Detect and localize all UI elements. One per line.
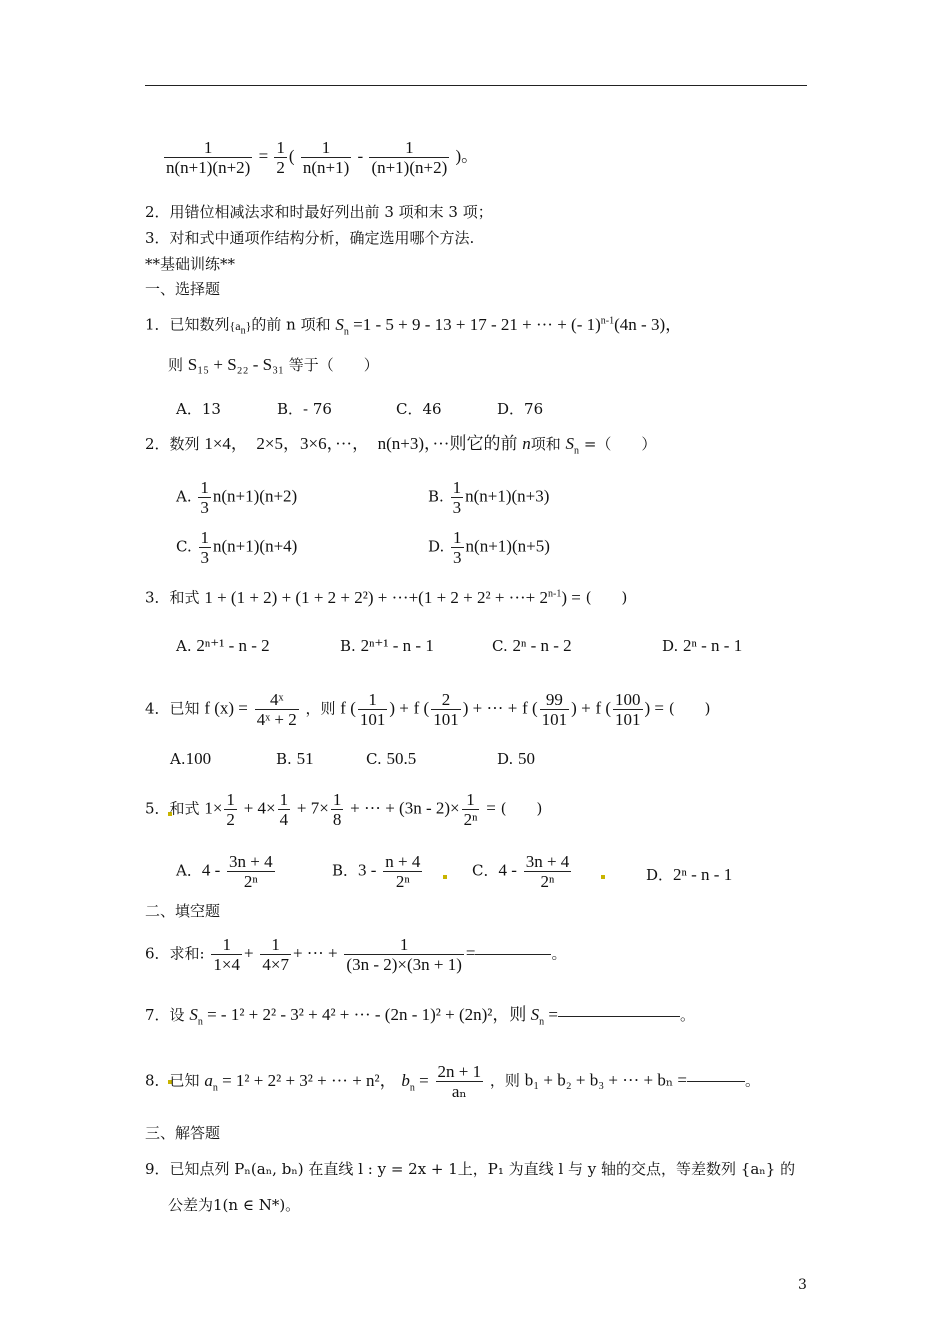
q2-option-d: D. $\frac{1}{3}$ n(n+1)(n+5) [428,528,550,567]
question-8: 8．已知 $a_n = 1^2 + 2^2 + 3^2$ + ··· + n²， $b_n$ = $\frac{2n + 1}{\text{aₙ}}$ ，则 b₁ + b₂ + b₃ + ··· + bₙ = 。 [145,1062,761,1101]
fraction: $\frac{1}{3}$ [453,528,462,567]
q3-option-d: D. 2ⁿ - n - 1 [662,636,743,655]
q1-option-a: A．13 [176,400,221,418]
q5-option-a: A．4 - $\frac{3n + 4}{\text{2ⁿ}}$ [176,852,273,891]
header-rule [145,85,807,86]
q4-option-d: D. 50 [497,749,536,768]
blank-line [475,954,551,955]
section-answer: 三、解答题 [145,1124,221,1142]
question-3: 3．和式 1 + (1 + 2) + (1 + 2 + 2²) + ···+(1 + 2 + 2² + ···+ $2^{n-1}$) = ( ) [145,587,628,607]
blank-line [687,1081,745,1082]
fraction: $\frac{1}{4}$ [279,790,289,829]
q5-option-c: C．4 - $\frac{3n + 4}{\text{2ⁿ}}$ [472,852,570,891]
q3-option-b: B. 2ⁿ⁺¹ - n - 1 [340,636,434,655]
q2-option-c: C. $\frac{1}{3}$ n(n+1)(n+4) [176,528,298,567]
fraction: $\frac{99}{101}$ [541,690,568,729]
stray-mark [443,875,447,879]
blank-line [558,1016,680,1017]
fraction: $\frac{2}{101}$ [433,690,459,729]
q5-option-b: B．3 - $\frac{n + 4}{\text{2ⁿ}}$ [332,852,421,891]
question-4: 4．已知 f (x) = $\frac{\text{4ˣ}}{\text{4ˣ + 2}}$ ，则 f ( $\frac{1}{101}$ ) + f ( $\frac{2}{101}$ ) + ··· + f ( $\frac{99}{101}$ ) + f ( $\frac{100}{101}$ ) = ( ) [145,690,711,729]
fraction: $\frac{1}{(3n - 2)\times(3n + 1)}$ [346,935,462,974]
q4-option-c: C. 50.5 [366,749,417,768]
tip-2: 2．用错位相减法求和时最好列出前 3 项和末 3 项； [145,203,493,221]
fraction: $\frac{1}{2}$ [226,790,235,829]
fraction: $\frac{1}{n(n+1)(n+2)}$ [166,138,251,177]
question-7: 7．设 $S_n$ = - 1² + 2² - 3² + 4² + ··· - (2n - 1)² + (2n)²，则 $S_n$ = 。 [145,1005,695,1028]
fraction: $\frac{1}{8}$ [332,790,342,829]
tip-3: 3．对和式中通项作结构分析，确定选用哪个方法. [145,229,475,247]
question-9-line1: 9．已知点列 Pₙ(aₙ, bₙ) 在直线 l : y = 2x + 1上，P₁ 为直线 l 与 y 轴的交点，等差数列 {aₙ} 的 [145,1160,796,1178]
q2-option-a: A. $\frac{1}{3}$ n(n+1)(n+2) [176,478,298,517]
section-fill: 二、填空题 [145,902,221,920]
fraction: $\frac{1}{\text{2ⁿ}}$ [463,790,478,829]
fraction: $\frac{2n + 1}{\text{aₙ}}$ [437,1062,482,1101]
question-1-line2: 则 S₁₅ + S₂₂ - S₃₁ 等于（ ） [168,355,379,374]
training-heading: **基础训练** [145,255,236,273]
q1-option-b: B．- 76 [277,400,332,418]
stray-mark [601,875,605,879]
fraction: $\frac{n + 4}{\text{2ⁿ}}$ [385,852,421,891]
question-1: 1．已知数列$\{a_n\}$的前 n 项和 $S_n =1 - 5 + 9 - 13 + 17 - 21$ + ··· + (- 1)$^{n-1}$(4n - 3)， [145,314,683,338]
q1-option-c: C．46 [396,400,442,418]
question-5: 5．和式 1× $\frac{1}{2}$ + 4× $\frac{1}{4}$ + 7× $\frac{1}{8}$ + ··· + (3n - 2)× $\frac{1}{\text{2ⁿ}}$ = ( ) [145,790,543,829]
q4-option-b: B. 51 [276,749,314,768]
q4-option-a: A.100 [170,749,212,768]
fraction: $\frac{1}{1\times 4}$ [213,935,240,974]
fraction: $\frac{3n + 4}{\text{2ⁿ}}$ [525,852,570,891]
fraction: $\frac{100}{101}$ [615,690,641,729]
fraction: $\frac{\text{4ˣ}}{\text{4ˣ + 2}}$ [256,690,297,729]
fraction: $\frac{1}{3}$ [200,528,209,567]
fraction: $\frac{1}{n(n+1)}$ [302,138,350,177]
question-9-line2: 公差为1(n ∈ N*)。 [168,1196,301,1214]
fraction: $\frac{1}{3}$ [452,478,462,517]
q5-option-d: D．2ⁿ - n - 1 [646,865,733,884]
fraction: $\frac{1}{3}$ [200,478,209,517]
fraction: $\frac{1}{101}$ [359,690,386,729]
question-6: 6．求和: $\frac{1}{1\times 4}$ + $\frac{1}{4\times 7}$ + ··· + $\frac{1}{(3n - 2)\times(3n + 1)}$ = 。 [145,935,567,974]
fraction: $\frac{3n + 4}{\text{2ⁿ}}$ [229,852,273,891]
section-choice: 一、选择题 [145,280,221,298]
q3-option-a: A. 2ⁿ⁺¹ - n - 2 [176,636,270,655]
q3-option-c: C. 2ⁿ - n - 2 [492,636,572,655]
q1-option-d: D．76 [497,400,544,418]
intro-formula: $\frac{1}{n(n+1)(n+2)}$ = $\frac{1}{2}$ ( $\frac{1}{n(n+1)}$ - $\frac{1}{(n+1)(n+2)}$ )。 [166,138,479,177]
question-2: 2．数列 1×4， 2×5，3×6，···， n(n+3)，···则它的前 n项和 $S_n$ =（ ） [145,434,657,457]
fraction: $\frac{1}{(n+1)(n+2)}$ [371,138,448,177]
fraction: $\frac{1}{4\times 7}$ [262,935,289,974]
fraction: $\frac{1}{2}$ [276,138,285,177]
page-number: 3 [798,1277,807,1293]
q2-option-b: B. $\frac{1}{3}$ n(n+1)(n+3) [428,478,550,517]
